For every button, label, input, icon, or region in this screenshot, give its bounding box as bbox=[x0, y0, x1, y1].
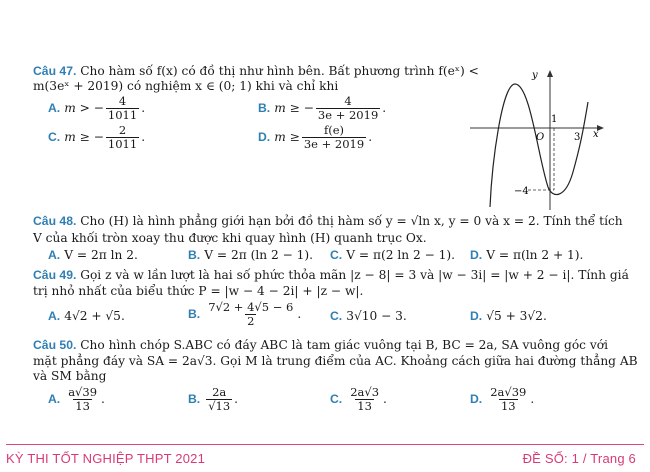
q49-label: Câu 49. bbox=[33, 268, 77, 282]
q50-text-3: và SM bằng bbox=[33, 369, 107, 383]
q47-option-d: D. m ≥ $\frac{f(e)}{3e + 2019}$ . bbox=[258, 123, 373, 152]
q50-line1 bbox=[33, 338, 608, 352]
q47-option-a: A. m > − $\frac{4}{1011}$ . bbox=[48, 94, 146, 123]
footer-page-number: ĐỀ SỐ: 1 / Trang 6 bbox=[522, 451, 636, 466]
origin-label: O bbox=[536, 132, 545, 143]
function-curve bbox=[490, 84, 588, 207]
q50-option-d: D. $\frac{2a√39}{13}$ . bbox=[470, 385, 535, 414]
q50-text-1: Cho hình chóp S.ABC có đáy ABC là tam giác vuông tại B, BC = 2a, SA vuông góc với bbox=[80, 338, 608, 352]
q50-option-a: A. $\frac{a√39}{13}$ . bbox=[48, 385, 105, 414]
q50-option-b: B. $\frac{2a}{√13}$ . bbox=[188, 385, 239, 414]
q50-text-2: mặt phẳng đáy và SA = 2a√3. Gọi M là trung điểm của AC. Khoảng cách giữa hai đường thẳng AB bbox=[33, 354, 638, 368]
y-axis-arrow bbox=[547, 70, 553, 77]
q47-option-b: B. m ≥ − $\frac{4}{3e + 2019}$ . bbox=[258, 94, 387, 123]
q48-option-d: D. V = π(ln 2 + 1). bbox=[470, 248, 584, 262]
q48-label: Câu 48. bbox=[33, 214, 77, 228]
x-axis-label: x bbox=[593, 129, 599, 140]
q48-text-2: V của khối tròn xoay thu được khi quay hình (H) quanh trục Ox. bbox=[33, 231, 427, 245]
q50-label: Câu 50. bbox=[33, 338, 77, 352]
footer-divider bbox=[6, 444, 644, 445]
q47-text-2: m(3eˣ + 2019) có nghiệm x ∈ (0; 1) khi và chỉ khi bbox=[33, 79, 339, 93]
function-graph bbox=[470, 62, 610, 212]
q48-option-c: C. V = π(2 ln 2 − 1). bbox=[330, 248, 456, 262]
q48-option-b: B. V = 2π (ln 2 − 1). bbox=[188, 248, 314, 262]
q48-line1 bbox=[33, 214, 623, 228]
q49-option-a: A. 4√2 + √5. bbox=[48, 309, 125, 323]
q49-option-b: B. $\frac{7√2 + 4√5 - 6}{2}$ . bbox=[188, 300, 302, 329]
q47-line1 bbox=[33, 64, 479, 78]
tick-m4-label: −4 bbox=[514, 186, 529, 197]
q47-label: Câu 47. bbox=[33, 64, 77, 78]
q50-option-c: C. $\frac{2a√3}{13}$ . bbox=[330, 385, 387, 414]
q47-text-1: Cho hàm số f(x) có đồ thị như hình bên. Bất phương trình f(eˣ) < bbox=[80, 64, 479, 78]
q49-text-2: trị nhỏ nhất của biểu thức P = |w − 4 − 2i| + |z − w|. bbox=[33, 284, 364, 298]
q49-text-1: Gọi z và w lần lượt là hai số phức thỏa mãn |z − 8| = 3 và |w − 3i| = |w + 2 − i|. Tính giá bbox=[80, 268, 629, 282]
q49-option-c: C. 3√10 − 3. bbox=[330, 309, 407, 323]
q49-line1 bbox=[33, 268, 629, 282]
footer-exam-title: KỲ THI TỐT NGHIỆP THPT 2021 bbox=[6, 451, 206, 466]
q48-text-1: Cho (H) là hình phẳng giới hạn bởi đồ thị hàm số y = √ln x, y = 0 và x = 2. Tính thể tích bbox=[80, 214, 623, 228]
q47-option-c: C. m ≥ − $\frac{2}{1011}$ . bbox=[48, 123, 146, 152]
y-axis-label: y bbox=[532, 70, 538, 81]
q49-option-d: D. √5 + 3√2. bbox=[470, 309, 547, 323]
tick-1-label: 1 bbox=[551, 114, 558, 125]
tick-3-label: 3 bbox=[574, 132, 581, 143]
q48-option-a: A. V = 2π ln 2. bbox=[48, 248, 138, 262]
